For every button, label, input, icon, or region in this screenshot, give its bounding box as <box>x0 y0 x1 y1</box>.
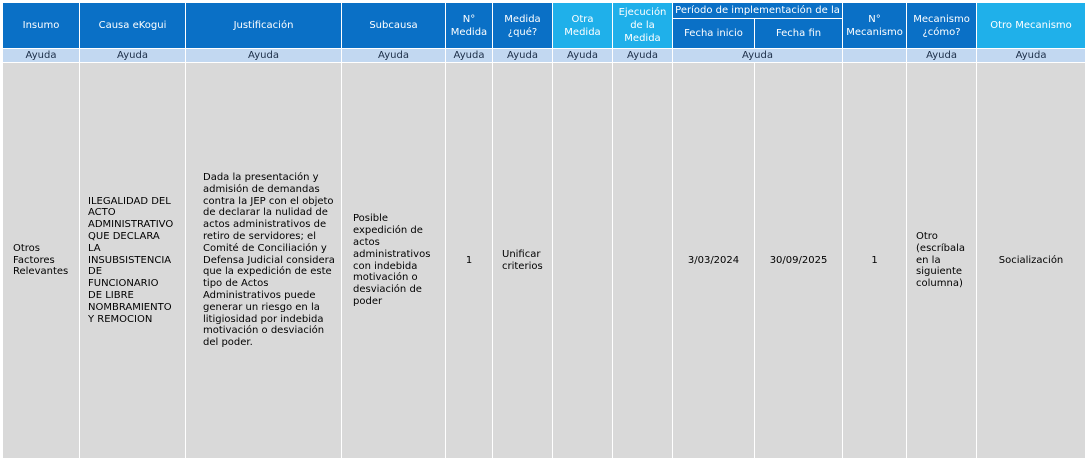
header-periodo-implementacion: Período de implementación de la <box>673 3 843 19</box>
header-n-mecanismo: N° Mecanismo <box>843 3 907 49</box>
ayuda-otra-medida[interactable]: Ayuda <box>553 49 613 63</box>
cell-medida[interactable]: Unificar criterios <box>493 63 553 459</box>
header-ejecucion-medida: Ejecución de la Medida <box>613 3 673 49</box>
ayuda-subcausa[interactable]: Ayuda <box>342 49 446 63</box>
header-medida: Medida ¿qué? <box>493 3 553 49</box>
header-justificacion: Justificación <box>186 3 342 49</box>
cell-n-medida[interactable]: 1 <box>446 63 493 459</box>
ayuda-ejecucion[interactable]: Ayuda <box>613 49 673 63</box>
cell-n-mecanismo[interactable]: 1 <box>843 63 907 459</box>
ayuda-mecanismo[interactable]: Ayuda <box>907 49 977 63</box>
header-otro-mecanismo: Otro Mecanismo <box>977 3 1085 49</box>
cell-ejecucion[interactable] <box>613 63 673 459</box>
header-fecha-inicio: Fecha inicio <box>673 19 755 49</box>
header-n-medida: N° Medida <box>446 3 493 49</box>
ayuda-otro-mecanismo[interactable]: Ayuda <box>977 49 1085 63</box>
header-causa-ekogui: Causa eKogui <box>80 3 186 49</box>
cell-otro-mecanismo[interactable]: Socialización <box>977 63 1085 459</box>
header-insumo: Insumo <box>3 3 80 49</box>
header-subcausa: Subcausa <box>342 3 446 49</box>
ayuda-causa[interactable]: Ayuda <box>80 49 186 63</box>
cell-insumo[interactable]: Otros Factores Relevantes <box>3 63 80 459</box>
cell-otra-medida[interactable] <box>553 63 613 459</box>
ayuda-n-medida[interactable]: Ayuda <box>446 49 493 63</box>
cell-justificacion[interactable]: Dada la presentación y admisión de demandas contra la JEP con el objeto de declarar la nulidad de actos administrativos de retiro de servidores; el Comité de Conciliación y Defensa Judicial considera que la expedición de este tipo de Actos Administrativos puede generar un riesgo en la litigiosidad por indebida motivación o desviación del poder. <box>186 63 342 459</box>
ayuda-n-mecanismo-blank <box>843 49 907 63</box>
cell-fecha-fin[interactable]: 30/09/2025 <box>755 63 843 459</box>
header-mecanismo: Mecanismo ¿cómo? <box>907 3 977 49</box>
ayuda-medida[interactable]: Ayuda <box>493 49 553 63</box>
ayuda-periodo[interactable]: Ayuda <box>673 49 843 63</box>
cell-fecha-inicio[interactable]: 3/03/2024 <box>673 63 755 459</box>
cell-mecanismo[interactable]: Otro (escríbala en la siguiente columna) <box>907 63 977 459</box>
header-fecha-fin: Fecha fin <box>755 19 843 49</box>
ayuda-insumo[interactable]: Ayuda <box>3 49 80 63</box>
cell-causa-ekogui[interactable]: ILEGALIDAD DEL ACTO ADMINISTRATIVO QUE DECLARA LA INSUBSISTENCIA DE FUNCIONARIO DE LIBRE NOMBRAMIENTO Y REMOCION <box>80 63 186 459</box>
header-otra-medida: Otra Medida <box>553 3 613 49</box>
risk-measures-table <box>2 2 1085 459</box>
cell-subcausa[interactable]: Posible expedición de actos administrativos con indebida motivación o desviación de poder <box>342 63 446 459</box>
ayuda-justificacion[interactable]: Ayuda <box>186 49 342 63</box>
